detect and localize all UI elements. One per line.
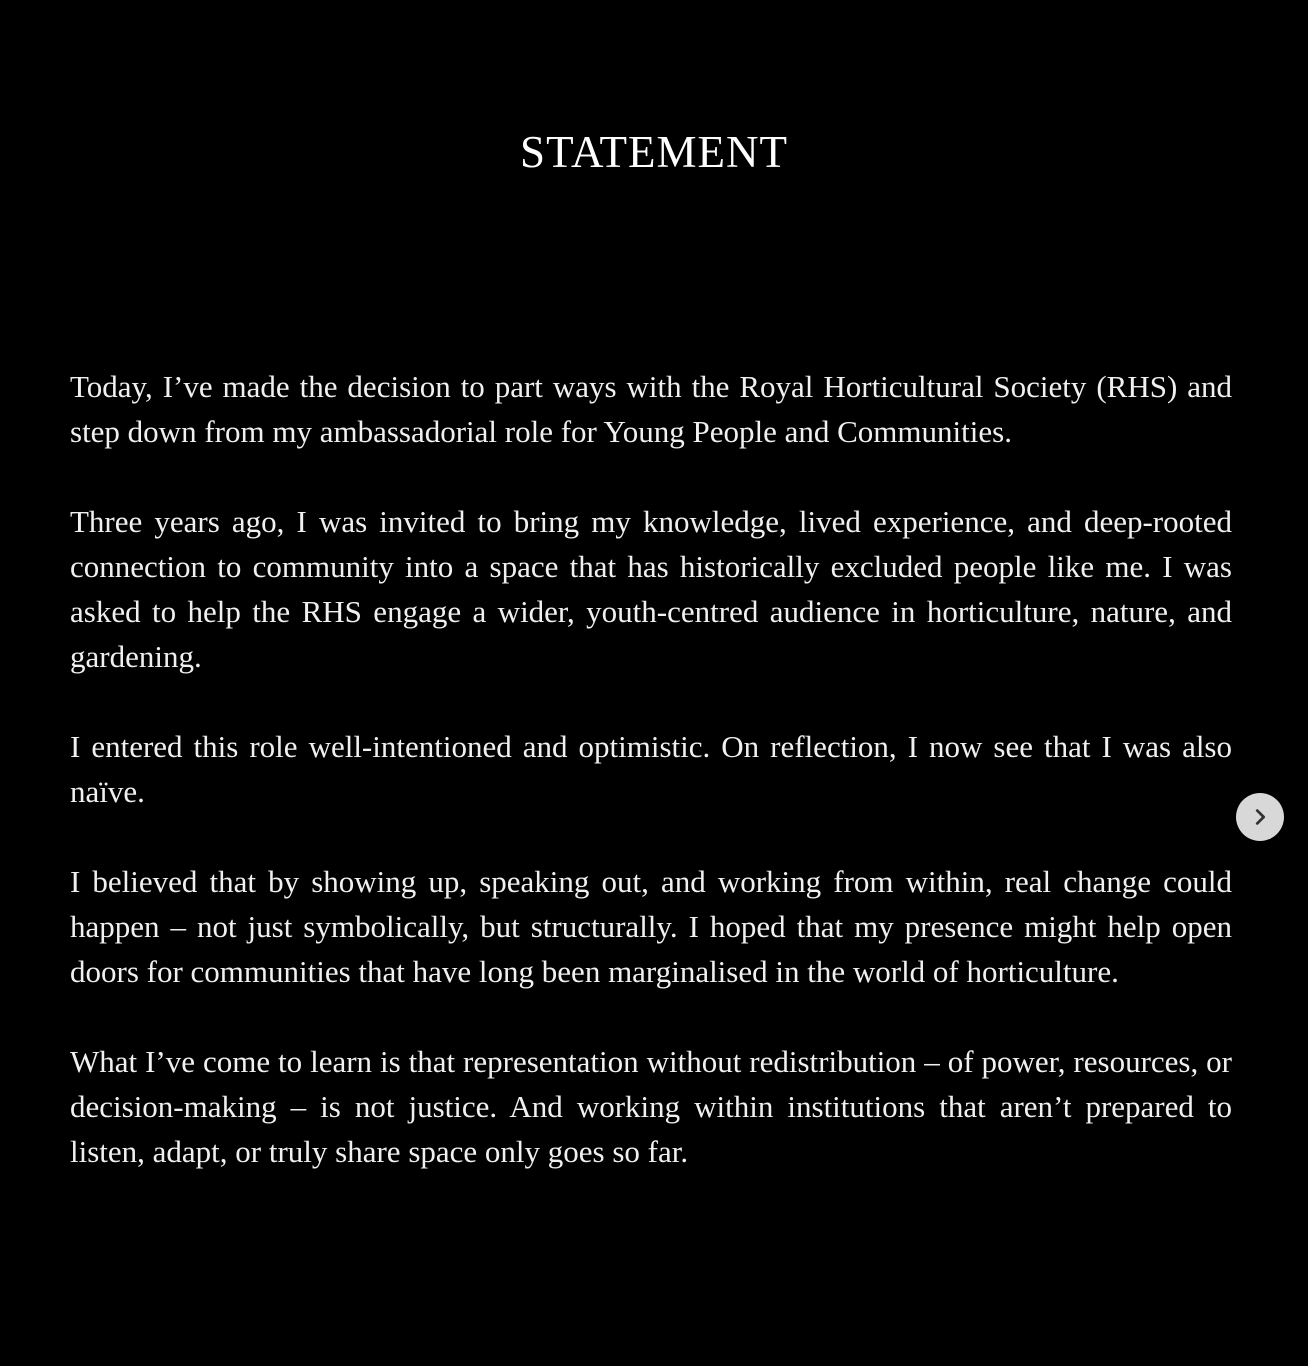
page-title: STATEMENT <box>520 127 788 177</box>
paragraph-3: I entered this role well-intentioned and optimistic. On reflection, I now see that I was also naïve. <box>70 729 1232 809</box>
statement-body <box>70 364 1232 1219</box>
paragraph-4: I believed that by showing up, speaking out, and working from within, real change could happen – not just symbolically, but structurally. I hoped that my presence might help open doors for communities that have long been marginalised in the world of horticulture. <box>70 864 1232 989</box>
paragraph-2: Three years ago, I was invited to bring my knowledge, lived experience, and deep-rooted connection to community into a space that has historically excluded people like me. I was asked to help the RHS engage a wider, youth-centred audience in horticulture, nature, and gardening. <box>70 504 1232 674</box>
carousel-next-button[interactable] <box>1236 793 1284 841</box>
paragraph-1: Today, I’ve made the decision to part ways with the Royal Horticultural Society (RHS) and step down from my ambassadorial role for Young People and Communities. <box>70 369 1232 449</box>
chevron-right-icon <box>1249 806 1271 828</box>
paragraph-5: What I’ve come to learn is that representation without redistribution – of power, resources, or decision-making – is not justice. And working within institutions that aren’t prepared to listen, adapt, or truly share space only goes so far. <box>70 1044 1232 1169</box>
